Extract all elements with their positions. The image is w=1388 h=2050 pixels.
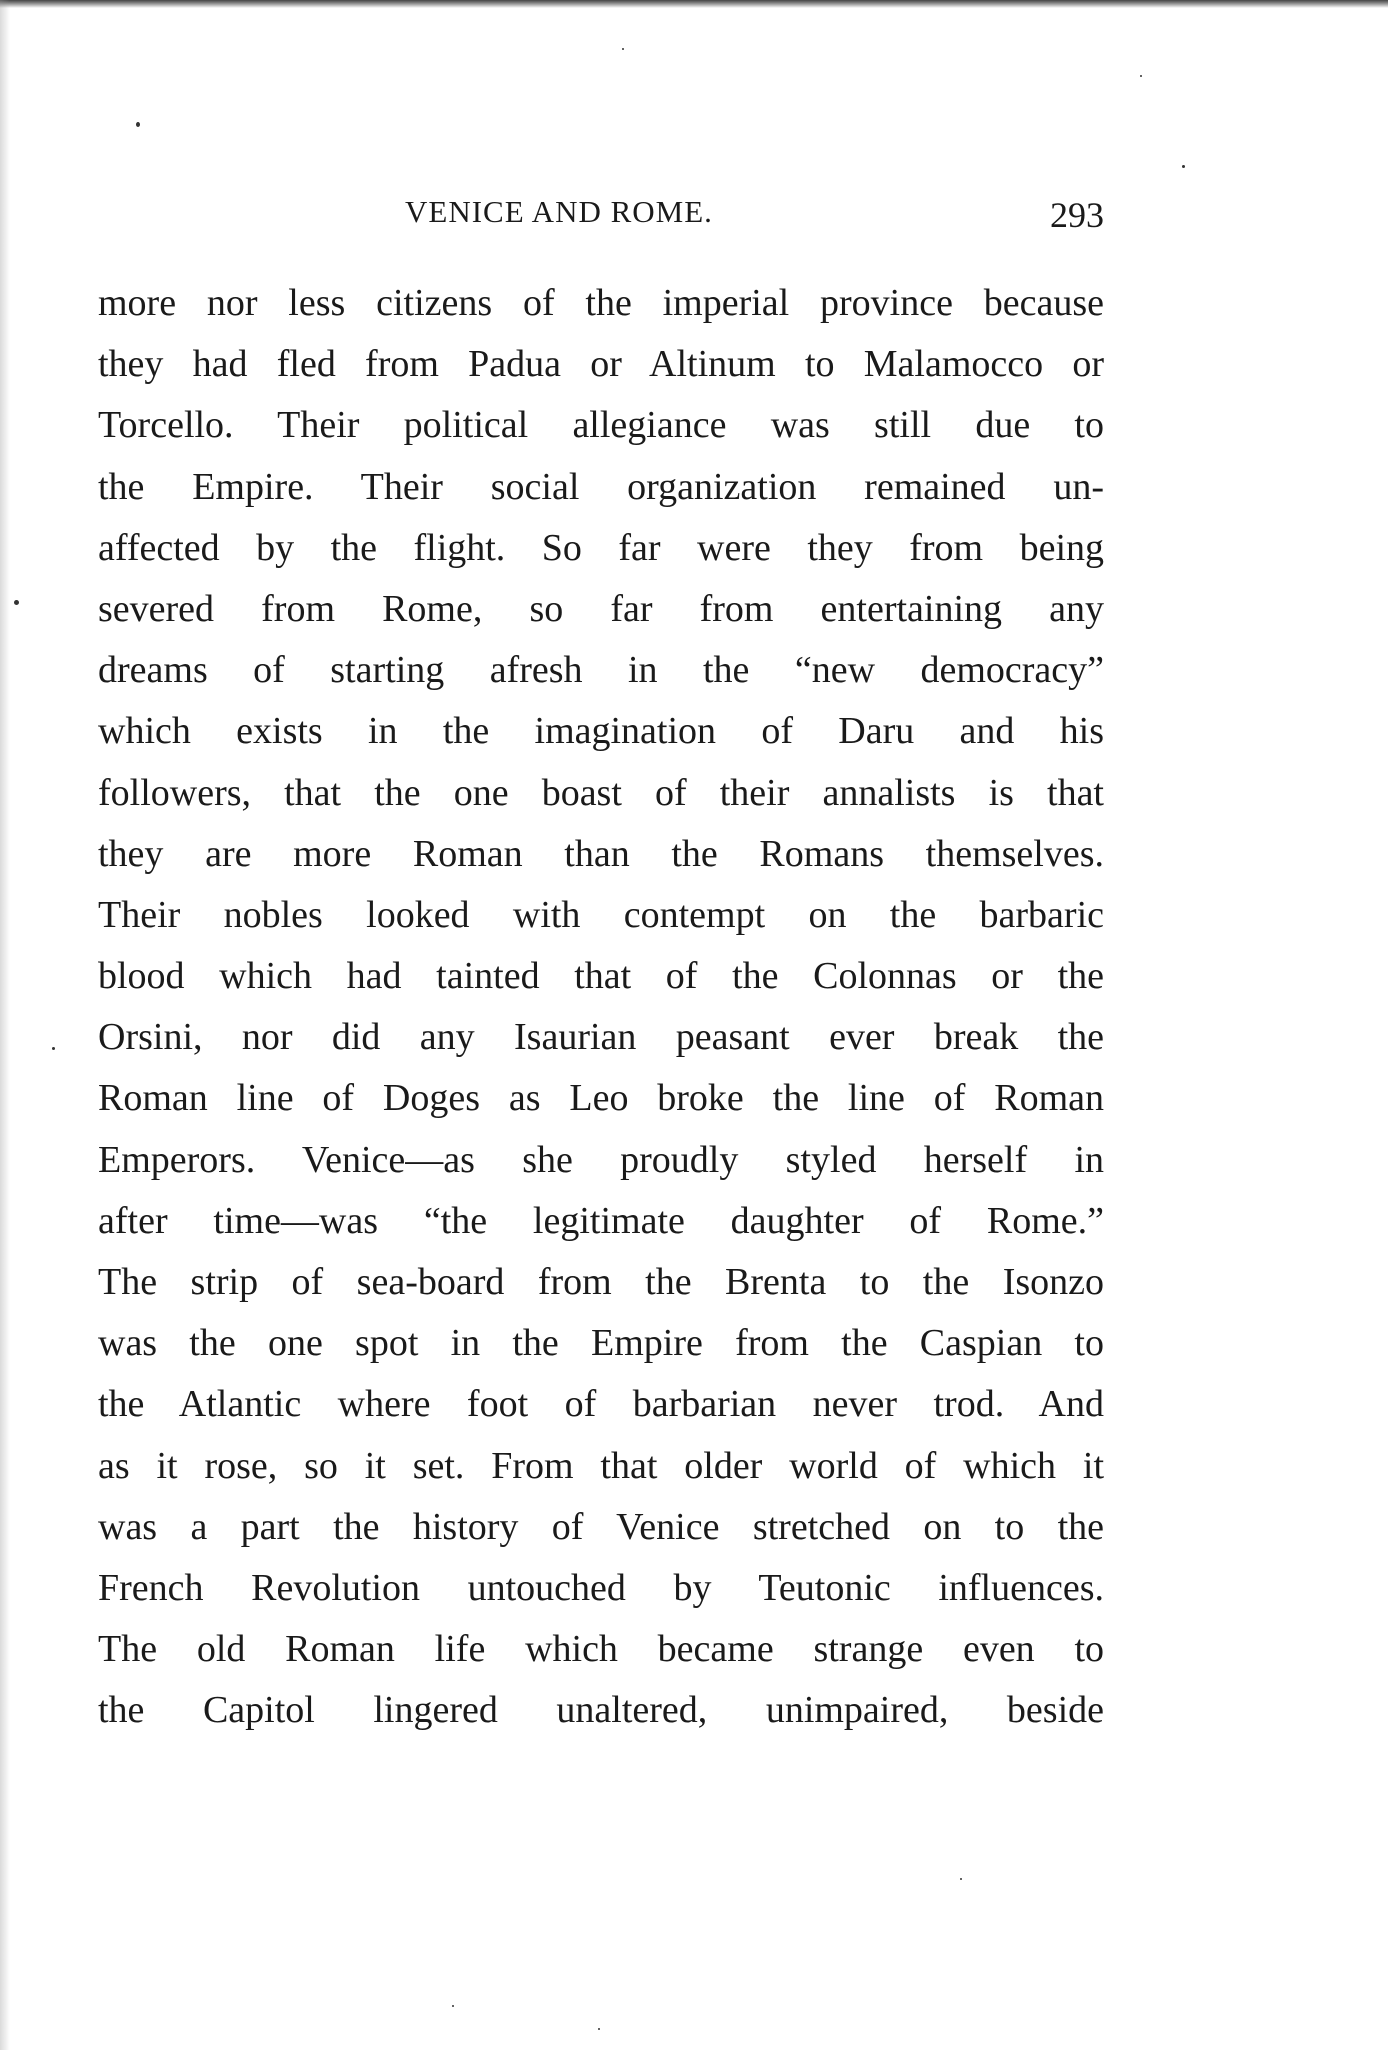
page-left-edge-shadow <box>0 0 10 2050</box>
scan-speck <box>1182 165 1185 168</box>
text-line: severed from Rome, so far from entertaining any <box>98 587 1104 630</box>
text-line: Torcello. Their political allegiance was still due to <box>98 404 1104 447</box>
text-line: the Capitol lingered unaltered, unimpaired, beside <box>98 1689 1104 1732</box>
page-top-edge-shadow <box>0 0 1388 8</box>
text-line: more nor less citizens of the imperial province because <box>98 282 1104 324</box>
body-text <box>98 273 1104 1742</box>
scan-speck <box>960 1878 962 1880</box>
page-number: 293 <box>1050 195 1104 235</box>
text-line: as it rose, so it set. From that older world of which it <box>98 1444 1104 1487</box>
scan-speck <box>14 600 19 605</box>
scan-speck <box>452 2005 454 2007</box>
running-header-title: VENICE AND ROME. <box>405 194 713 229</box>
scan-speck <box>598 2028 600 2030</box>
text-line: was the one spot in the Empire from the Caspian to <box>98 1322 1104 1365</box>
text-line: which exists in the imagination of Daru and his <box>98 710 1104 753</box>
text-line: they are more Roman than the Romans themselves. <box>98 832 1104 875</box>
text-line: Roman line of Doges as Leo broke the line of Roman <box>98 1077 1104 1120</box>
text-line: followers, that the one boast of their annalists is that <box>98 771 1104 814</box>
text-line: blood which had tainted that of the Colonnas or the <box>98 955 1104 998</box>
text-line: they had fled from Padua or Altinum to Malamocco or <box>98 343 1104 386</box>
text-line: dreams of starting afresh in the “new democracy” <box>98 649 1104 692</box>
text-line: after time—was “the legitimate daughter of Rome.” <box>98 1199 1104 1242</box>
text-line: the Atlantic where foot of barbarian never trod. And <box>98 1383 1104 1426</box>
text-line: French Revolution untouched by Teutonic influences. <box>98 1566 1104 1609</box>
scan-speck <box>622 48 624 50</box>
scan-speck <box>52 1047 55 1050</box>
running-header <box>100 188 1104 248</box>
text-line: was a part the history of Venice stretched on to the <box>98 1505 1104 1548</box>
scan-speck <box>136 122 140 127</box>
text-line: Emperors. Venice—as she proudly styled herself in <box>98 1138 1104 1181</box>
text-line: The old Roman life which became strange even to <box>98 1628 1104 1671</box>
text-line: Their nobles looked with contempt on the barbaric <box>98 893 1104 936</box>
text-line: the Empire. Their social organization remained un- <box>98 465 1104 508</box>
text-line: affected by the flight. So far were they from being <box>98 526 1104 569</box>
text-line: Orsini, nor did any Isaurian peasant ever break the <box>98 1016 1104 1059</box>
text-line: The strip of sea-board from the Brenta to the Isonzo <box>98 1261 1104 1303</box>
scan-speck <box>1140 75 1142 77</box>
